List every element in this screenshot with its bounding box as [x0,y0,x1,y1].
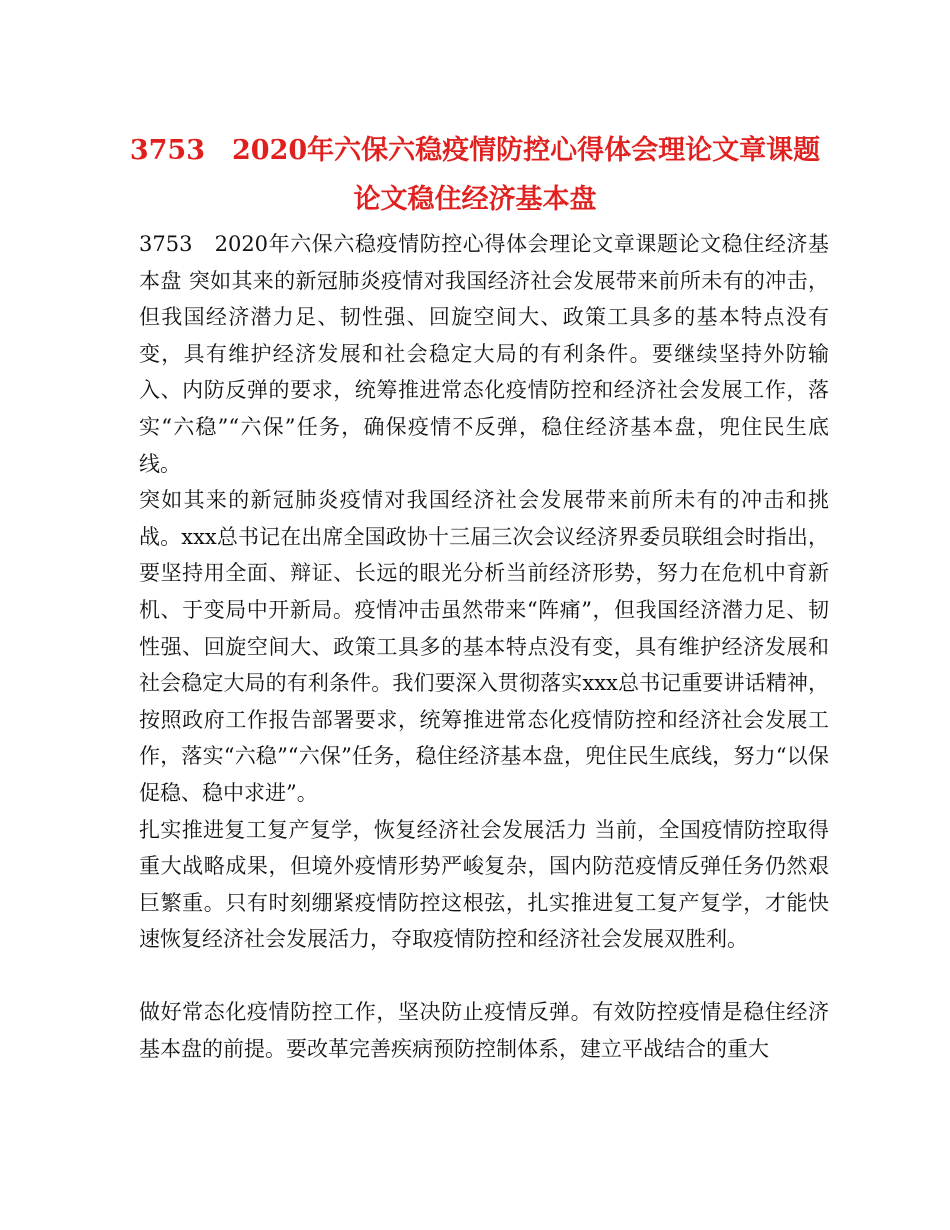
document-body [139,226,829,1068]
paragraph-intro: 3753 2020年六保六稳疫情防控心得体会理论文章课题论文稳住经济基本盘 突如其来的新冠肺炎疫情对我国经济社会发展带来前所未有的冲击，但我国经济潜力足、韧性强、回旋空间大、政策工具多的基本特点没有变，具有维护经济发展和社会稳定大局的有利条件。要继续坚持外防输入、内防反弹的要求，统筹推进常态化疫情防控和经济社会发展工作，落实“六稳”“六保”任务，确保疫情不反弹，稳住经济基本盘，兜住民生底线。 [139,232,829,476]
paragraph-resume-work: 扎实推进复工复产复学，恢复经济社会发展活力 当前，全国疫情防控取得重大战略成果，但境外疫情形势严峻复杂，国内防范疫情反弹任务仍然艰巨繁重。只有时刻绷紧疫情防控这根弦，扎实推进复工复产复学，才能快速恢复经济社会发展活力，夺取疫情防控和经济社会发展双胜利。 [139,817,829,952]
paragraph-epidemic-control: 做好常态化疫情防控工作，坚决防止疫情反弹。有效防控疫情是稳住经济基本盘的前提。要改革完善疾病预防控制体系，建立平战结合的重大 [139,1000,829,1062]
document-title: 3753 2020年六保六稳疫情防控心得体会理论文章课题论文稳住经济基本盘 [129,135,821,215]
paragraph-challenge: 突如其来的新冠肺炎疫情对我国经济社会发展带来前所未有的冲击和挑战。xxx总书记在出席全国政协十三届三次会议经济界委员联组会时指出，要坚持用全面、辩证、长远的眼光分析当前经济形势，努力在危机中育新机、于变局中开新局。疫情冲击虽然带来“阵痛”，但我国经济潜力足、韧性强、回旋空间大、政策工具多的基本特点没有变，具有维护经济发展和社会稳定大局的有利条件。我们要深入贯彻落实xxx总书记重要讲话精神，按照政府工作报告部署要求，统筹推进常态化疫情防控和经济社会发展工作，落实“六稳”“六保”任务，稳住经济基本盘，兜住民生底线，努力“以保促稳、稳中求进”。 [139,488,829,805]
